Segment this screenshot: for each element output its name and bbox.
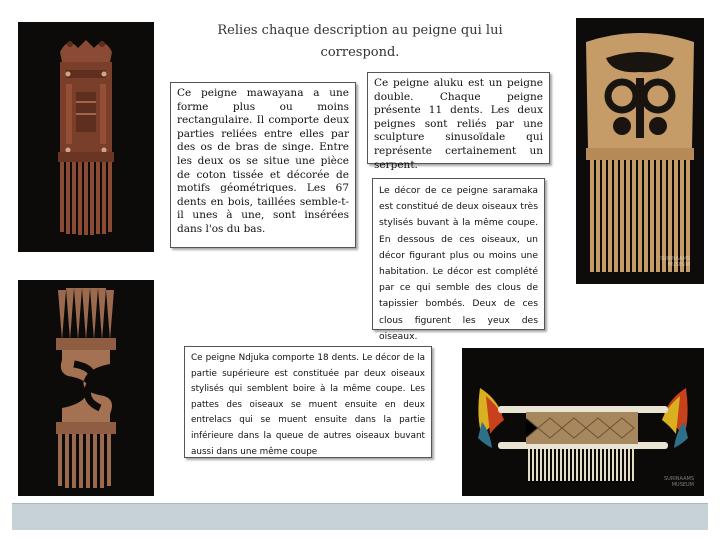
description-ndjuka: Ce peigne Ndjuka comporte 18 dents. Le décor de la partie supérieure est constituée par deux oiseaux stylisés qui semblent boire à la même coupe. Les pattes des oiseaux se muent ensuite en deux entrelacs qui se muent ensuite dans la partie inférieure dans la queue de autres oiseaux buvant aussi dans une même coupe [184, 346, 432, 458]
slide-title: Relies chaque description au peigne qui lui correspond. [217, 23, 503, 60]
comb-saramaka-photo [18, 22, 154, 252]
comb-saramaka-illustration [18, 22, 154, 252]
comb-mawayana-photo [462, 348, 704, 496]
comb-ndjuka-photo [576, 18, 704, 284]
comb-aluku-illustration [18, 280, 154, 496]
description-aluku: Ce peigne aluku est un peigne double. Chaque peigne présente 11 dents. Les deux peignes sont reliés par une sculpture sinusoïdale qui représente certainement un serpent. [367, 72, 550, 164]
watermark-top-right: SURINAAMS MUSEUM [660, 256, 690, 268]
watermark-bottom-right: SURINAAMS MUSEUM [664, 476, 694, 488]
footer-bar [12, 503, 708, 530]
comb-ndjuka-illustration [576, 18, 704, 284]
comb-aluku-photo [18, 280, 154, 496]
description-saramaka: Le décor de ce peigne saramaka est constitué de deux oiseaux très stylisés buvant à la même coupe. En dessous de ces oiseaux, un décor figurant plus ou moins une habitation. Le décor est complété par ce qui semble des clous de tapissier bombés. Deux de ces clous figurent les yeux des oiseaux. [372, 178, 545, 330]
comb-mawayana-illustration [462, 348, 704, 496]
description-mawayana: Ce peigne mawayana a une forme plus ou moins rectangulaire. Il comporte deux parties reliées entre elles par des os de bras de singe. Entre les deux os se situe une pièce de coton tissée et décorée de motifs géométriques. Les 67 dents en bois, taillées semble-t-il unes à une, sont insérées dans l'os du bas. [170, 82, 356, 248]
